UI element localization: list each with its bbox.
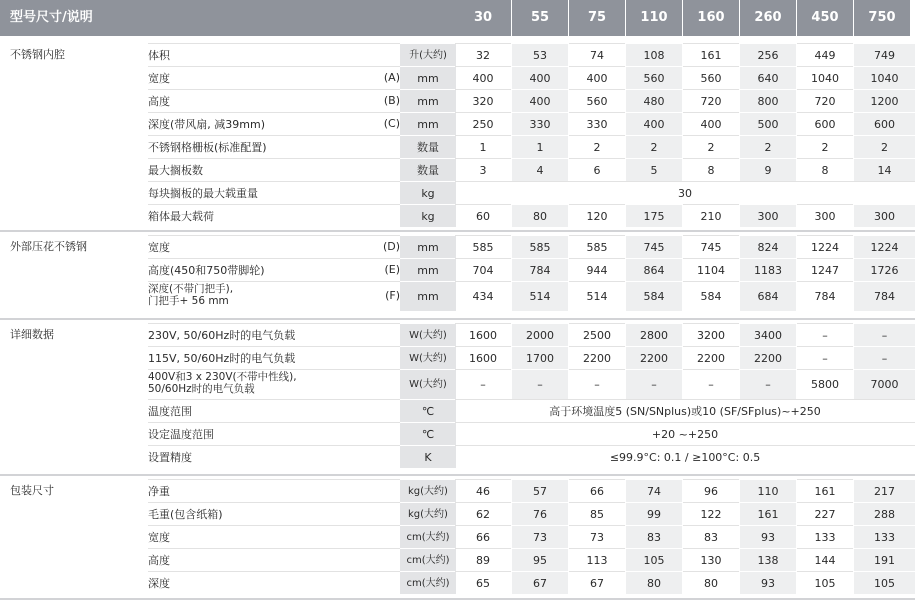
- row-label-line: 门把手+ 56 mm: [148, 295, 229, 307]
- row-label: [148, 181, 410, 204]
- section-title: 外部压花不锈钢: [10, 240, 87, 253]
- section-divider: [0, 474, 915, 476]
- value-cell: 5800: [797, 369, 853, 399]
- table-row: [0, 181, 915, 204]
- value-cell: 80: [512, 204, 568, 227]
- value-cell: 1600: [455, 346, 511, 369]
- value-cell: 3400: [740, 323, 796, 346]
- header-size-30: 30: [455, 0, 511, 36]
- unit-cell: mm: [400, 66, 456, 89]
- row-label-line: 高度: [148, 554, 170, 567]
- table-row: [0, 422, 915, 445]
- row-label-line: 高度(450和750带脚轮): [148, 264, 265, 277]
- row-label-line: 深度(不带门把手),: [148, 283, 234, 295]
- value-cell: 2200: [569, 346, 625, 369]
- value-cell: –: [626, 369, 682, 399]
- value-cell: 480: [626, 89, 682, 112]
- value-cell: 944: [569, 258, 625, 281]
- value-cell: 800: [740, 89, 796, 112]
- value-cell: 720: [683, 89, 739, 112]
- value-cell: 864: [626, 258, 682, 281]
- value-cell: 400: [683, 112, 739, 135]
- section-divider: [0, 318, 915, 320]
- value-cell: 95: [512, 548, 568, 571]
- value-cell: 300: [797, 204, 853, 227]
- value-cell: –: [569, 369, 625, 399]
- row-label: [148, 204, 410, 227]
- value-cell: 1700: [512, 346, 568, 369]
- value-cell: 749: [854, 43, 915, 66]
- header-size-160: 160: [683, 0, 739, 36]
- value-cell: 449: [797, 43, 853, 66]
- value-cell: 83: [683, 525, 739, 548]
- table-row: [0, 135, 915, 158]
- value-cell: 96: [683, 479, 739, 502]
- table-row: [0, 66, 915, 89]
- value-cell: 1224: [797, 235, 853, 258]
- value-cell: 53: [512, 43, 568, 66]
- value-cell: 73: [512, 525, 568, 548]
- unit-cell: kg(大约): [400, 502, 456, 525]
- value-cell: 144: [797, 548, 853, 571]
- section-title: 详细数据: [10, 328, 54, 341]
- table-row: [0, 43, 915, 66]
- row-label: [148, 43, 410, 66]
- value-cell: 14: [854, 158, 915, 181]
- value-cell: 76: [512, 502, 568, 525]
- value-cell: 83: [626, 525, 682, 548]
- value-cell: 1104: [683, 258, 739, 281]
- unit-cell: ℃: [400, 422, 456, 445]
- table-row: [0, 158, 915, 181]
- value-cell: 227: [797, 502, 853, 525]
- row-label-line: 宽度: [148, 72, 170, 85]
- value-cell: 133: [854, 525, 915, 548]
- value-cell: 514: [512, 281, 568, 311]
- value-cell: 330: [512, 112, 568, 135]
- merged-value: 30: [455, 181, 915, 204]
- value-cell: 600: [854, 112, 915, 135]
- value-cell: 256: [740, 43, 796, 66]
- value-cell: 784: [512, 258, 568, 281]
- value-cell: 110: [740, 479, 796, 502]
- table-row: [0, 281, 915, 311]
- row-label-line: 宽度: [148, 531, 170, 544]
- table-row: [0, 346, 915, 369]
- value-cell: 500: [740, 112, 796, 135]
- value-cell: 67: [512, 571, 568, 594]
- value-cell: 175: [626, 204, 682, 227]
- value-cell: 1600: [455, 323, 511, 346]
- row-label-line: 每块搁板的最大载重量: [148, 187, 258, 200]
- value-cell: 720: [797, 89, 853, 112]
- row-label-line: 毛重(包含纸箱): [148, 508, 223, 521]
- row-label: [148, 346, 410, 369]
- unit-cell: mm: [400, 89, 456, 112]
- value-cell: 9: [740, 158, 796, 181]
- table-row: [0, 89, 915, 112]
- value-cell: 704: [455, 258, 511, 281]
- value-cell: 2: [854, 135, 915, 158]
- value-cell: 4: [512, 158, 568, 181]
- value-cell: 400: [512, 89, 568, 112]
- unit-cell: W(大约): [400, 323, 456, 346]
- table-header: [0, 0, 915, 36]
- value-cell: 3200: [683, 323, 739, 346]
- value-cell: 560: [626, 66, 682, 89]
- value-cell: 93: [740, 571, 796, 594]
- value-cell: 400: [455, 66, 511, 89]
- value-cell: 74: [569, 43, 625, 66]
- value-cell: 300: [854, 204, 915, 227]
- row-label: [148, 399, 410, 422]
- value-cell: 2: [797, 135, 853, 158]
- row-label-line: 深度: [148, 577, 170, 590]
- unit-cell: cm(大约): [400, 571, 456, 594]
- header-size-750: 750: [854, 0, 910, 36]
- value-cell: 1183: [740, 258, 796, 281]
- unit-cell: ℃: [400, 399, 456, 422]
- value-cell: 2200: [740, 346, 796, 369]
- value-cell: –: [455, 369, 511, 399]
- value-cell: 2: [683, 135, 739, 158]
- row-label-line: 设定温度范围: [148, 428, 214, 441]
- unit-cell: mm: [400, 112, 456, 135]
- value-cell: 1: [455, 135, 511, 158]
- row-label: [148, 369, 410, 399]
- value-cell: 191: [854, 548, 915, 571]
- value-cell: 584: [683, 281, 739, 311]
- row-label-line: 高度: [148, 95, 170, 108]
- table-row: [0, 399, 915, 422]
- unit-cell: cm(大约): [400, 525, 456, 548]
- value-cell: 1726: [854, 258, 915, 281]
- dimension-code: (A): [383, 71, 400, 84]
- dimension-code: (F): [385, 289, 400, 302]
- table-row: [0, 525, 915, 548]
- value-cell: 161: [797, 479, 853, 502]
- value-cell: 514: [569, 281, 625, 311]
- value-cell: 73: [569, 525, 625, 548]
- value-cell: 80: [626, 571, 682, 594]
- dimension-code: (E): [384, 263, 400, 276]
- value-cell: 65: [455, 571, 511, 594]
- value-cell: 130: [683, 548, 739, 571]
- header-size-450: 450: [797, 0, 853, 36]
- value-cell: 745: [626, 235, 682, 258]
- value-cell: 3: [455, 158, 511, 181]
- unit-cell: W(大约): [400, 346, 456, 369]
- value-cell: 67: [569, 571, 625, 594]
- row-label-line: 50/60Hz时的电气负载: [148, 383, 255, 395]
- row-label-line: 115V, 50/60Hz时的电气负载: [148, 352, 296, 365]
- value-cell: 161: [683, 43, 739, 66]
- table-row: [0, 258, 915, 281]
- unit-cell: cm(大约): [400, 548, 456, 571]
- row-label-line: 深度(带风扇, 减39mm): [148, 118, 266, 131]
- dimension-code: (C): [383, 117, 400, 130]
- row-label: [148, 158, 410, 181]
- value-cell: 105: [626, 548, 682, 571]
- value-cell: 8: [683, 158, 739, 181]
- table-row: [0, 479, 915, 502]
- table-row: [0, 571, 915, 594]
- row-label-line: 箱体最大载荷: [148, 210, 214, 223]
- value-cell: 2500: [569, 323, 625, 346]
- value-cell: 2200: [683, 346, 739, 369]
- unit-cell: 数量: [400, 135, 456, 158]
- row-label: [148, 135, 410, 158]
- value-cell: 300: [740, 204, 796, 227]
- value-cell: –: [854, 346, 915, 369]
- header-size-110: 110: [626, 0, 682, 36]
- value-cell: 2: [569, 135, 625, 158]
- unit-cell: kg: [400, 204, 456, 227]
- row-label-line: 温度范围: [148, 405, 192, 418]
- value-cell: 585: [569, 235, 625, 258]
- value-cell: 99: [626, 502, 682, 525]
- value-cell: 161: [740, 502, 796, 525]
- row-label-line: 不锈钢格栅板(标准配置): [148, 141, 267, 154]
- value-cell: 560: [683, 66, 739, 89]
- value-cell: 105: [797, 571, 853, 594]
- value-cell: 745: [683, 235, 739, 258]
- value-cell: 8: [797, 158, 853, 181]
- table-row: [0, 204, 915, 227]
- row-label-line: 最大搁板数: [148, 164, 203, 177]
- value-cell: 585: [455, 235, 511, 258]
- row-label: [148, 571, 410, 594]
- value-cell: 2000: [512, 323, 568, 346]
- row-label: [148, 323, 410, 346]
- unit-cell: mm: [400, 281, 456, 311]
- table-row: [0, 445, 915, 468]
- unit-cell: K: [400, 445, 456, 468]
- value-cell: 89: [455, 548, 511, 571]
- unit-cell: kg: [400, 181, 456, 204]
- value-cell: 2: [626, 135, 682, 158]
- value-cell: –: [740, 369, 796, 399]
- table-row: [0, 112, 915, 135]
- value-cell: 600: [797, 112, 853, 135]
- value-cell: 250: [455, 112, 511, 135]
- row-label: [148, 502, 410, 525]
- table-row: [0, 369, 915, 399]
- table-bottom-line: [0, 598, 915, 600]
- unit-cell: kg(大约): [400, 479, 456, 502]
- value-cell: 1200: [854, 89, 915, 112]
- value-cell: –: [683, 369, 739, 399]
- value-cell: –: [512, 369, 568, 399]
- value-cell: 400: [569, 66, 625, 89]
- row-label-line: 净重: [148, 485, 170, 498]
- value-cell: 138: [740, 548, 796, 571]
- header-size-260: 260: [740, 0, 796, 36]
- value-cell: 2200: [626, 346, 682, 369]
- row-label: [148, 525, 410, 548]
- value-cell: 1: [512, 135, 568, 158]
- unit-cell: 数量: [400, 158, 456, 181]
- value-cell: 133: [797, 525, 853, 548]
- value-cell: 5: [626, 158, 682, 181]
- value-cell: 400: [512, 66, 568, 89]
- merged-value: +20 ~+250: [455, 422, 915, 445]
- merged-value: ≤99.9°C: 0.1 / ≥100°C: 0.5: [455, 445, 915, 468]
- value-cell: 6: [569, 158, 625, 181]
- value-cell: 74: [626, 479, 682, 502]
- merged-value: 高于环境温度5 (SN/SNplus)或10 (SF/SFplus)~+250: [455, 399, 915, 422]
- value-cell: 784: [854, 281, 915, 311]
- value-cell: 85: [569, 502, 625, 525]
- value-cell: 640: [740, 66, 796, 89]
- section-title: 不锈钢内腔: [10, 48, 65, 61]
- header-size-55: 55: [512, 0, 568, 36]
- value-cell: 113: [569, 548, 625, 571]
- value-cell: 122: [683, 502, 739, 525]
- value-cell: 217: [854, 479, 915, 502]
- unit-cell: mm: [400, 235, 456, 258]
- value-cell: 1040: [854, 66, 915, 89]
- row-label: [148, 422, 410, 445]
- section-title: 包装尺寸: [10, 484, 54, 497]
- value-cell: 1224: [854, 235, 915, 258]
- value-cell: 46: [455, 479, 511, 502]
- row-label: [148, 548, 410, 571]
- value-cell: 7000: [854, 369, 915, 399]
- value-cell: 66: [569, 479, 625, 502]
- row-label-line: 宽度: [148, 241, 170, 254]
- row-label: [148, 479, 410, 502]
- dimension-code: (D): [382, 240, 400, 253]
- dimension-code: (B): [383, 94, 400, 107]
- value-cell: 62: [455, 502, 511, 525]
- header-title: 型号尺寸/说明: [0, 0, 455, 36]
- value-cell: 80: [683, 571, 739, 594]
- table-row: [0, 235, 915, 258]
- row-label: [148, 445, 410, 468]
- value-cell: 824: [740, 235, 796, 258]
- value-cell: 105: [854, 571, 915, 594]
- value-cell: 120: [569, 204, 625, 227]
- value-cell: 2800: [626, 323, 682, 346]
- section-divider: [0, 230, 915, 232]
- value-cell: 1247: [797, 258, 853, 281]
- value-cell: 684: [740, 281, 796, 311]
- table-row: [0, 548, 915, 571]
- row-label-line: 400V和3 x 230V(不带中性线),: [148, 371, 297, 383]
- value-cell: –: [797, 346, 853, 369]
- value-cell: 584: [626, 281, 682, 311]
- value-cell: 784: [797, 281, 853, 311]
- row-label-line: 230V, 50/60Hz时的电气负载: [148, 329, 296, 342]
- value-cell: 585: [512, 235, 568, 258]
- row-label-line: 设置精度: [148, 451, 192, 464]
- value-cell: –: [797, 323, 853, 346]
- value-cell: 66: [455, 525, 511, 548]
- value-cell: 108: [626, 43, 682, 66]
- value-cell: 210: [683, 204, 739, 227]
- unit-cell: mm: [400, 258, 456, 281]
- value-cell: 1040: [797, 66, 853, 89]
- header-size-75: 75: [569, 0, 625, 36]
- value-cell: 60: [455, 204, 511, 227]
- unit-cell: 升(大约): [400, 43, 456, 66]
- unit-cell: W(大约): [400, 369, 456, 399]
- value-cell: 434: [455, 281, 511, 311]
- value-cell: 320: [455, 89, 511, 112]
- row-label-line: 体积: [148, 49, 170, 62]
- value-cell: 57: [512, 479, 568, 502]
- value-cell: 32: [455, 43, 511, 66]
- value-cell: 330: [569, 112, 625, 135]
- value-cell: 93: [740, 525, 796, 548]
- value-cell: 560: [569, 89, 625, 112]
- value-cell: –: [854, 323, 915, 346]
- value-cell: 400: [626, 112, 682, 135]
- value-cell: 2: [740, 135, 796, 158]
- table-row: [0, 502, 915, 525]
- table-row: [0, 323, 915, 346]
- value-cell: 288: [854, 502, 915, 525]
